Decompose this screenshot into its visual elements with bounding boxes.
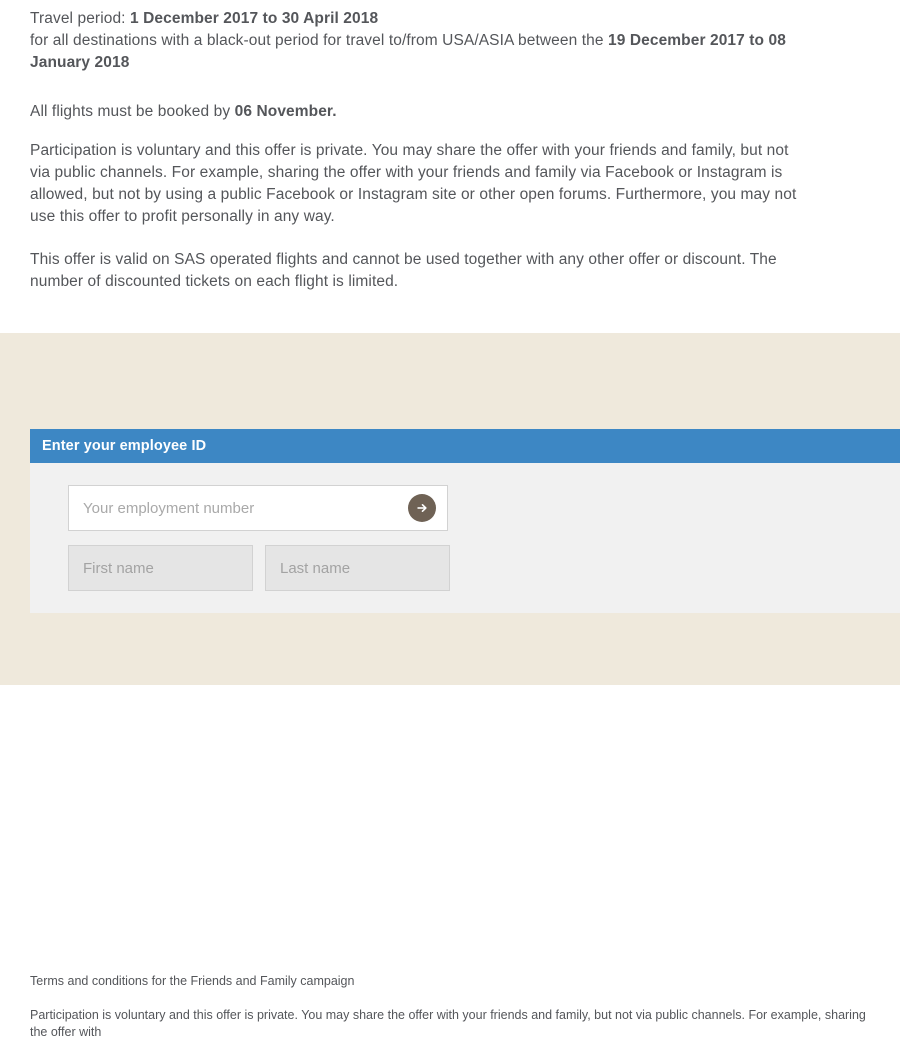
booking-deadline-prefix: All flights must be booked by bbox=[30, 103, 235, 120]
employee-number-input[interactable] bbox=[68, 485, 448, 531]
booking-deadline-paragraph bbox=[30, 101, 830, 123]
form-body bbox=[30, 463, 900, 613]
participation-paragraph: Participation is voluntary and this offer is private. You may share the offer with your friends and family, but not via public channels. For example, sharing the offer with your friends and family via Facebook or Instagram is allowed, but not by using a public Facebook or Instagram site or other open forums. Furthermore, you may not use this offer to profit personally in any way. bbox=[30, 142, 797, 225]
footer-terms-title: Terms and conditions for the Friends and Family campaign bbox=[30, 974, 355, 988]
arrow-right-icon bbox=[414, 500, 430, 516]
first-name-input[interactable] bbox=[68, 545, 253, 591]
terms-content-section bbox=[0, 0, 900, 333]
travel-period-paragraph bbox=[30, 8, 830, 74]
submit-employee-id-button[interactable] bbox=[408, 494, 436, 522]
employee-id-section bbox=[0, 333, 900, 1039]
name-row bbox=[68, 545, 900, 591]
validity-paragraph: This offer is valid on SAS operated flights and cannot be used together with any other offer or discount. The number of discounted tickets on each flight is limited. bbox=[30, 251, 777, 290]
form-header bbox=[30, 429, 900, 463]
footer-terms-body: Participation is voluntary and this offer is private. You may share the offer with your friends and family, but not via public channels. For example, sharing the offer with bbox=[30, 1008, 866, 1039]
travel-period-rest: for all destinations with a black-out period for travel to/from USA/ASIA between the bbox=[30, 32, 608, 49]
travel-period-dates: 1 December 2017 to 30 April 2018 bbox=[130, 10, 379, 27]
footer-terms bbox=[30, 973, 880, 1041]
employee-id-form-card bbox=[30, 429, 900, 613]
form-header-title: Enter your employee ID bbox=[42, 438, 207, 454]
booking-deadline-date: 06 November. bbox=[234, 103, 337, 120]
travel-period-label: Travel period: bbox=[30, 10, 130, 27]
last-name-input[interactable] bbox=[265, 545, 450, 591]
employee-number-row bbox=[68, 485, 448, 531]
travel-period-blackout: 19 December 2017 to 08 January 2018 bbox=[30, 32, 786, 71]
